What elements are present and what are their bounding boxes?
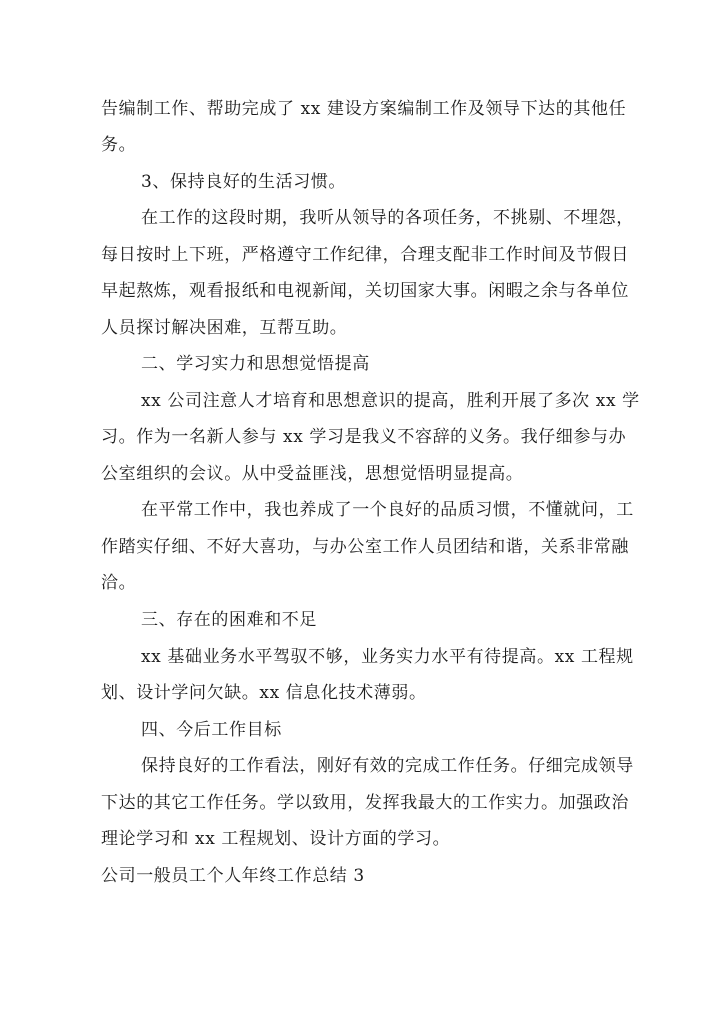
paragraph-line: 早起熬炼，观看报纸和电视新闻，关切国家大事。闲暇之余与各单位 <box>101 281 629 301</box>
paragraph-line: 下达的其它工作任务。学以致用，发挥我最大的工作实力。加强政治 <box>101 793 629 813</box>
document-title: 公司一般员工个人年终工作总结 3 <box>101 866 365 886</box>
paragraph-line: 在平常工作中，我也养成了一个良好的品质习惯，不懂就问，工 <box>141 500 634 520</box>
paragraph-line: 务。 <box>101 135 137 155</box>
paragraph-line: 作踏实仔细、不好大喜功，与办公室工作人员团结和谐，关系非常融 <box>101 537 629 557</box>
paragraph-line: xx 基础业务水平驾驭不够，业务实力水平有待提高。xx 工程规 <box>141 647 634 667</box>
paragraph-line: 洽。 <box>101 573 137 593</box>
section-heading: 3、保持良好的生活习惯。 <box>141 172 347 192</box>
paragraph-line: 每日按时上下班，严格遵守工作纪律，合理支配非工作时间及节假日 <box>101 245 629 265</box>
paragraph-line: xx 公司注意人才培育和思想意识的提高，胜利开展了多次 xx 学 <box>141 391 640 411</box>
paragraph-line: 习。作为一名新人参与 xx 学习是我义不容辞的义务。我仔细参与办 <box>101 427 627 447</box>
section-heading: 四、今后工作目标 <box>141 720 282 740</box>
paragraph-line: 人员探讨解决困难，互帮互助。 <box>101 318 348 338</box>
section-heading: 二、学习实力和思想觉悟提高 <box>141 354 370 374</box>
section-heading: 三、存在的困难和不足 <box>141 610 317 630</box>
paragraph-line: 告编制工作、帮助完成了 xx 建设方案编制工作及领导下达的其他任 <box>101 99 627 119</box>
paragraph-line: 保持良好的工作看法，刚好有效的完成工作任务。仔细完成领导 <box>141 756 634 776</box>
paragraph-line: 公室组织的会议。从中受益匪浅，思想觉悟明显提高。 <box>101 464 524 484</box>
paragraph-line: 在工作的这段时期，我听从领导的各项任务，不挑剔、不埋怨， <box>141 208 634 228</box>
paragraph-line: 理论学习和 xx 工程规划、设计方面的学习。 <box>101 829 451 849</box>
paragraph-line: 划、设计学问欠缺。xx 信息化技术薄弱。 <box>101 683 427 703</box>
